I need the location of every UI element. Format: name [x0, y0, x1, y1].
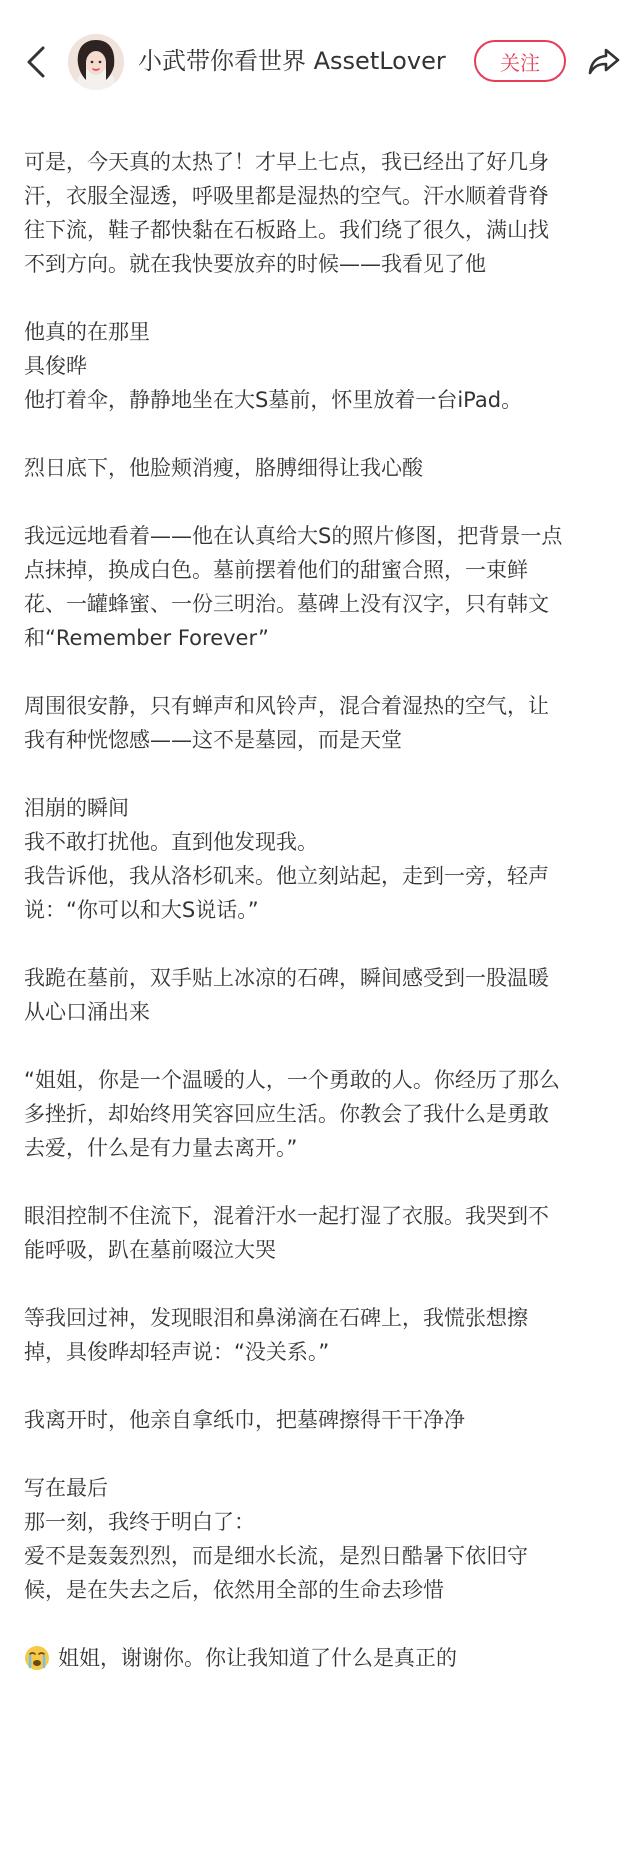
paragraph — [24, 1403, 624, 1437]
paragraph — [24, 689, 624, 757]
paragraph — [24, 1301, 624, 1369]
paragraph — [24, 1199, 624, 1267]
author-name[interactable]: 小武带你看世界 AssetLover — [138, 47, 446, 75]
text-line: 掉，具俊晔却轻声说：“没关系。” — [24, 1340, 330, 1364]
text-line: 那一刻，我终于明白了： — [24, 1510, 255, 1534]
text-line: 我远远地看着——他在认真给大S的照片修图，把背景一点 — [24, 524, 563, 548]
text-line: “姐姐，你是一个温暖的人，一个勇敢的人。你经历了那么 — [24, 1068, 560, 1092]
text-line: 他真的在那里 — [24, 320, 150, 344]
share-button[interactable] — [584, 42, 624, 82]
post-header — [0, 0, 640, 122]
text-line: 去爱，什么是有力量去离开。” — [24, 1136, 298, 1160]
text-line: 爱不是轰轰烈烈，而是细水长流，是烈日酷暑下依旧守 — [24, 1544, 528, 1568]
chevron-left-icon — [25, 45, 47, 79]
text-line: 具俊晔 — [24, 354, 87, 378]
follow-button[interactable]: 关注 — [474, 40, 566, 82]
text-line: 他打着伞，静静地坐在大S墓前，怀里放着一台iPad。 — [24, 388, 523, 412]
text-line: 从心口涌出来 — [24, 1000, 150, 1024]
text-line: 花、一罐蜂蜜、一份三明治。墓碑上没有汉字，只有韩文 — [24, 592, 549, 616]
text-line: 我离开时，他亲自拿纸巾，把墓碑擦得干干净净 — [24, 1408, 465, 1432]
closing-text: 姐姐，谢谢你。你让我知道了什么是真正的 — [58, 1646, 457, 1670]
share-arrow-icon — [587, 47, 621, 77]
text-line: 和“Remember Forever” — [24, 626, 269, 650]
paragraph — [24, 961, 624, 1029]
text-line: 汗，衣服全湿透，呼吸里都是湿热的空气。汗水顺着背脊 — [24, 184, 549, 208]
crying-face-emoji-icon — [24, 1645, 50, 1671]
paragraph — [24, 451, 624, 485]
text-line: 我不敢打扰他。直到他发现我。 — [24, 830, 318, 854]
text-line: 我跪在墓前，双手贴上冰凉的石碑，瞬间感受到一股温暖 — [24, 966, 549, 990]
paragraph — [24, 519, 624, 655]
text-line: 往下流，鞋子都快黏在石板路上。我们绕了很久，满山找 — [24, 218, 549, 242]
text-line: 可是，今天真的太热了！才早上七点，我已经出了好几身 — [24, 150, 549, 174]
text-line: 烈日底下，他脸颊消瘦，胳膊细得让我心酸 — [24, 456, 423, 480]
avatar-image — [68, 34, 124, 90]
avatar[interactable] — [68, 34, 124, 90]
text-line: 周围很安静，只有蝉声和风铃声，混合着湿热的空气，让 — [24, 694, 549, 718]
post-body — [24, 145, 624, 1675]
paragraph — [24, 1471, 624, 1607]
text-line: 写在最后 — [24, 1476, 108, 1500]
text-line: 说：“你可以和大S说话。” — [24, 898, 259, 922]
text-line: 眼泪控制不住流下，混着汗水一起打湿了衣服。我哭到不 — [24, 1204, 549, 1228]
text-line: 点抹掉，换成白色。墓前摆着他们的甜蜜合照，一束鲜 — [24, 558, 528, 582]
text-line: 等我回过神，发现眼泪和鼻涕滴在石碑上，我慌张想擦 — [24, 1306, 528, 1330]
text-line: 能呼吸，趴在墓前啜泣大哭 — [24, 1238, 276, 1262]
paragraph — [24, 791, 624, 927]
text-line: 候，是在失去之后，依然用全部的生命去珍惜 — [24, 1578, 444, 1602]
back-button[interactable] — [18, 40, 54, 84]
text-line: 多挫折，却始终用笑容回应生活。你教会了我什么是勇敢 — [24, 1102, 549, 1126]
text-line: 我有种恍惚感——这不是墓园，而是天堂 — [24, 728, 402, 752]
paragraph — [24, 315, 624, 417]
closing-line — [24, 1641, 624, 1675]
text-line: 泪崩的瞬间 — [24, 796, 129, 820]
paragraph — [24, 145, 624, 281]
text-line: 我告诉他，我从洛杉矶来。他立刻站起，走到一旁，轻声 — [24, 864, 549, 888]
text-line: 不到方向。就在我快要放弃的时候——我看见了他 — [24, 252, 486, 276]
paragraph — [24, 1063, 624, 1165]
